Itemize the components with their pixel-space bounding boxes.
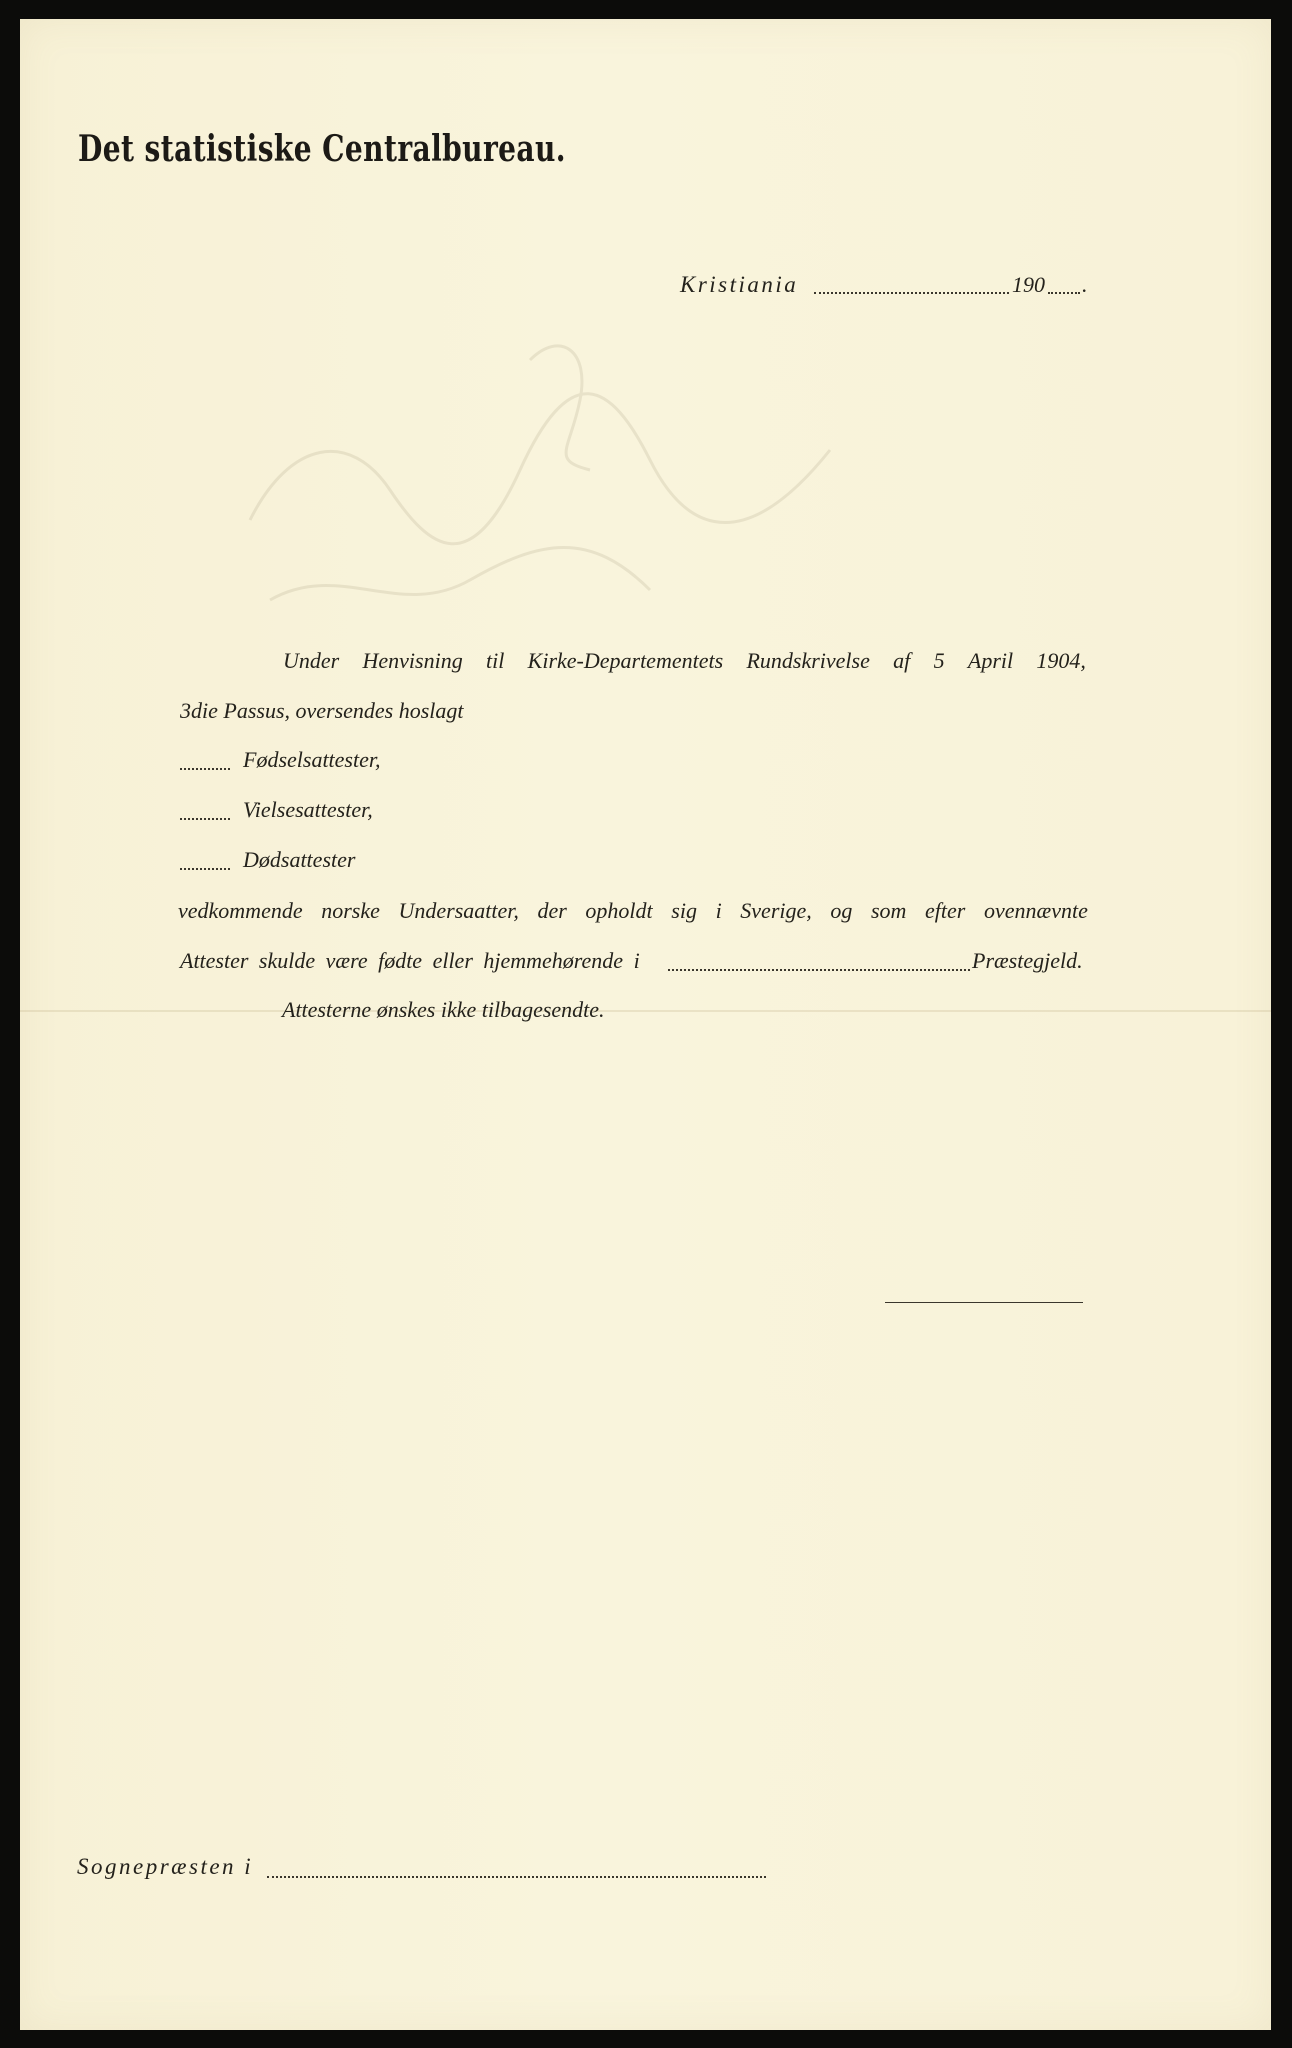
dateline-year-prefix: 190 <box>1012 272 1045 297</box>
word: af <box>893 648 911 673</box>
dateline-place: Kristiania <box>680 272 799 297</box>
fold-crease <box>20 1010 1271 1012</box>
item-marriage-certificates: Vielsesattester, <box>243 797 373 822</box>
word: og <box>830 898 853 923</box>
word: Sverige, <box>740 898 812 923</box>
word: 1904, <box>1036 648 1086 673</box>
date-blank <box>814 292 1009 294</box>
footer-addressee: Sognepræsten i <box>77 1854 254 1879</box>
count-blank-death <box>180 868 230 870</box>
word: Henvisning <box>362 648 463 673</box>
body-line-7-start: Attester skulde være fødte eller hjemmehørende i <box>180 948 640 973</box>
show-through-handwriting <box>230 320 880 650</box>
signature-line <box>885 1302 1083 1303</box>
addressee-blank <box>267 1876 766 1878</box>
word: til <box>486 648 505 673</box>
count-blank-marriage <box>180 818 230 820</box>
word: efter <box>925 898 966 923</box>
word: der <box>537 898 567 923</box>
word: vedkommende <box>178 898 303 923</box>
word: som <box>870 898 907 923</box>
word: norske <box>321 898 380 923</box>
parish-blank <box>668 969 970 971</box>
item-death-certificates: Dødsattester <box>243 847 356 872</box>
year-blank <box>1048 292 1080 294</box>
word: Rundskrivelse <box>746 648 870 673</box>
count-blank-birth <box>180 768 230 770</box>
word: sig <box>671 898 697 923</box>
body-line-1 <box>283 648 1086 674</box>
body-line-2: 3die Passus, oversendes hoslagt <box>180 698 464 723</box>
body-line-6 <box>178 898 1088 924</box>
word: Kirke-Departementets <box>527 648 724 673</box>
word: i <box>715 898 722 923</box>
word: ovennævnte <box>983 898 1088 923</box>
word: Under <box>283 648 340 673</box>
word: Undersaatter, <box>398 898 519 923</box>
page-title: Det statistiske Centralbureau. <box>78 128 566 170</box>
item-birth-certificates: Fødselsattester, <box>243 747 381 772</box>
body-line-7-end: Præstegjeld. <box>972 948 1083 973</box>
dateline-end-mark: . <box>1082 272 1088 297</box>
word: opholdt <box>585 898 653 923</box>
word: April <box>967 648 1014 673</box>
body-line-8: Attesterne ønskes ikke tilbagesendte. <box>282 997 605 1022</box>
word: 5 <box>933 648 945 673</box>
